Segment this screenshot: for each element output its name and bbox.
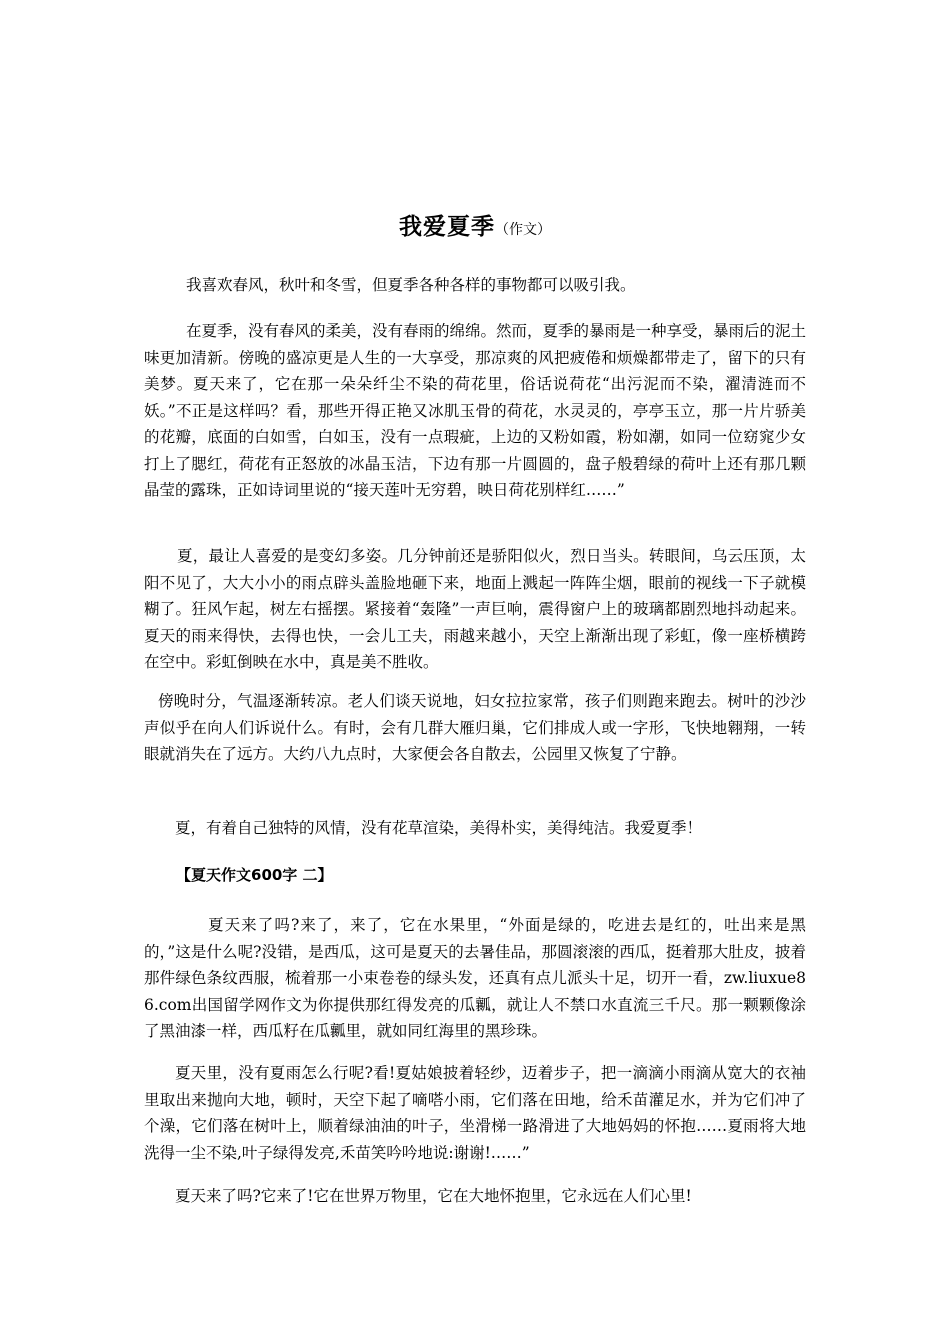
paragraph-evening: 傍晚时分，气温逐渐转凉。老人们谈天说地，妇女拉拉家常，孩子们则跑来跑去。树叶的沙沙声似乎在向人们诉说什么。有时，会有几群大雁归巢，它们排成人或一字形，飞快地翱翔，一转眼就消失在了远方。大约八九点时，大家便会各自散去，公园里又恢复了宁静。: [144, 692, 806, 763]
paragraph-ending: 夏天来了吗?它来了!它在世界万物里，它在大地怀抱里，它永远在人们心里!: [175, 1187, 692, 1205]
paragraph-rainstorm: 夏，最让人喜爱的是变幻多姿。几分钟前还是骄阳似火，烈日当头。转眼间，乌云压顶，太阳不见了，大大小小的雨点辟头盖脸地砸下来，地面上溅起一阵阵尘烟，眼前的视线一下子就模糊了。狂风乍起，树左右摇摆。紧接着“轰隆”一声巨响，震得窗户上的玻璃都剧烈地抖动起来。夏天的雨来得快，去得也快，一会儿工夫，雨越来越小，天空上渐渐出现了彩虹，像一座桥横跨在空中。彩虹倒映在水中，真是美不胜收。: [144, 547, 806, 671]
paragraph-intro: 我喜欢春风，秋叶和冬雪，但夏季各种各样的事物都可以吸引我。: [186, 276, 636, 294]
paragraph-summer-rain: 夏天里，没有夏雨怎么行呢?看!夏姑娘披着轻纱，迈着步子，把一滴滴小雨滴从宽大的衣袖里取出来抛向大地，顿时，天空下起了嘀嗒小雨，它们落在田地，给禾苗灌足水，并为它们冲了个澡，它们落在树叶上，顺着绿油油的叶子，坐滑梯一路滑进了大地妈妈的怀抱……夏雨将大地洗得一尘不染,叶子绿得发亮,禾苗笑吟吟地说:谢谢!……”: [144, 1064, 806, 1162]
title-main: 我爱夏季: [399, 214, 495, 240]
paragraph-watermelon: 夏天来了吗?来了，来了，它在水果里，“外面是绿的，吃进去是红的，吐出来是黑的，”这是什么呢?没错，是西瓜，这可是夏天的去暑佳品，那圆滚滚的西瓜，挺着那大肚皮，披着那件绿色条纹西服，梳着那一小束卷卷的绿头发，还真有点儿派头十足，切开一看，zw.liuxue86.com出国留学网作文为你提供那红得发亮的瓜瓤，就让人不禁口水直流三千尺。那一颗颗像涂了黑油漆一样，西瓜籽在瓜瓤里，就如同红海里的黑珍珠。: [144, 916, 806, 1040]
document-title: [0, 208, 950, 241]
section-heading: 【夏天作文600字 二】: [176, 866, 333, 884]
title-subtitle: （作文）: [495, 222, 551, 238]
paragraph-lotus: 在夏季，没有春风的柔美，没有春雨的绵绵。然而，夏季的暴雨是一种享受，暴雨后的泥土味更加清新。傍晚的盛凉更是人生的一大享受，那凉爽的风把疲倦和烦燥都带走了，留下的只有美梦。夏天来了，它在那一朵朵纤尘不染的荷花里，俗话说荷花“出污泥而不染，濯清涟而不妖。”不正是这样吗？看，那些开得正艳又冰肌玉骨的荷花，水灵灵的，亭亭玉立，那一片片骄美的花瓣，底面的白如雪，白如玉，没有一点瑕疵，上边的又粉如霞，粉如潮，如同一位窈窕少女打上了腮红，荷花有正怒放的冰晶玉洁，下边有那一片圆圆的，盘子般碧绿的荷叶上还有那几颗晶莹的露珠，正如诗词里说的“接天莲叶无穷碧，映日荷花别样红……”: [144, 322, 807, 499]
paragraph-conclusion: 夏，有着自己独特的风情，没有花草渲染，美得朴实，美得纯洁。我爱夏季！: [175, 819, 703, 837]
